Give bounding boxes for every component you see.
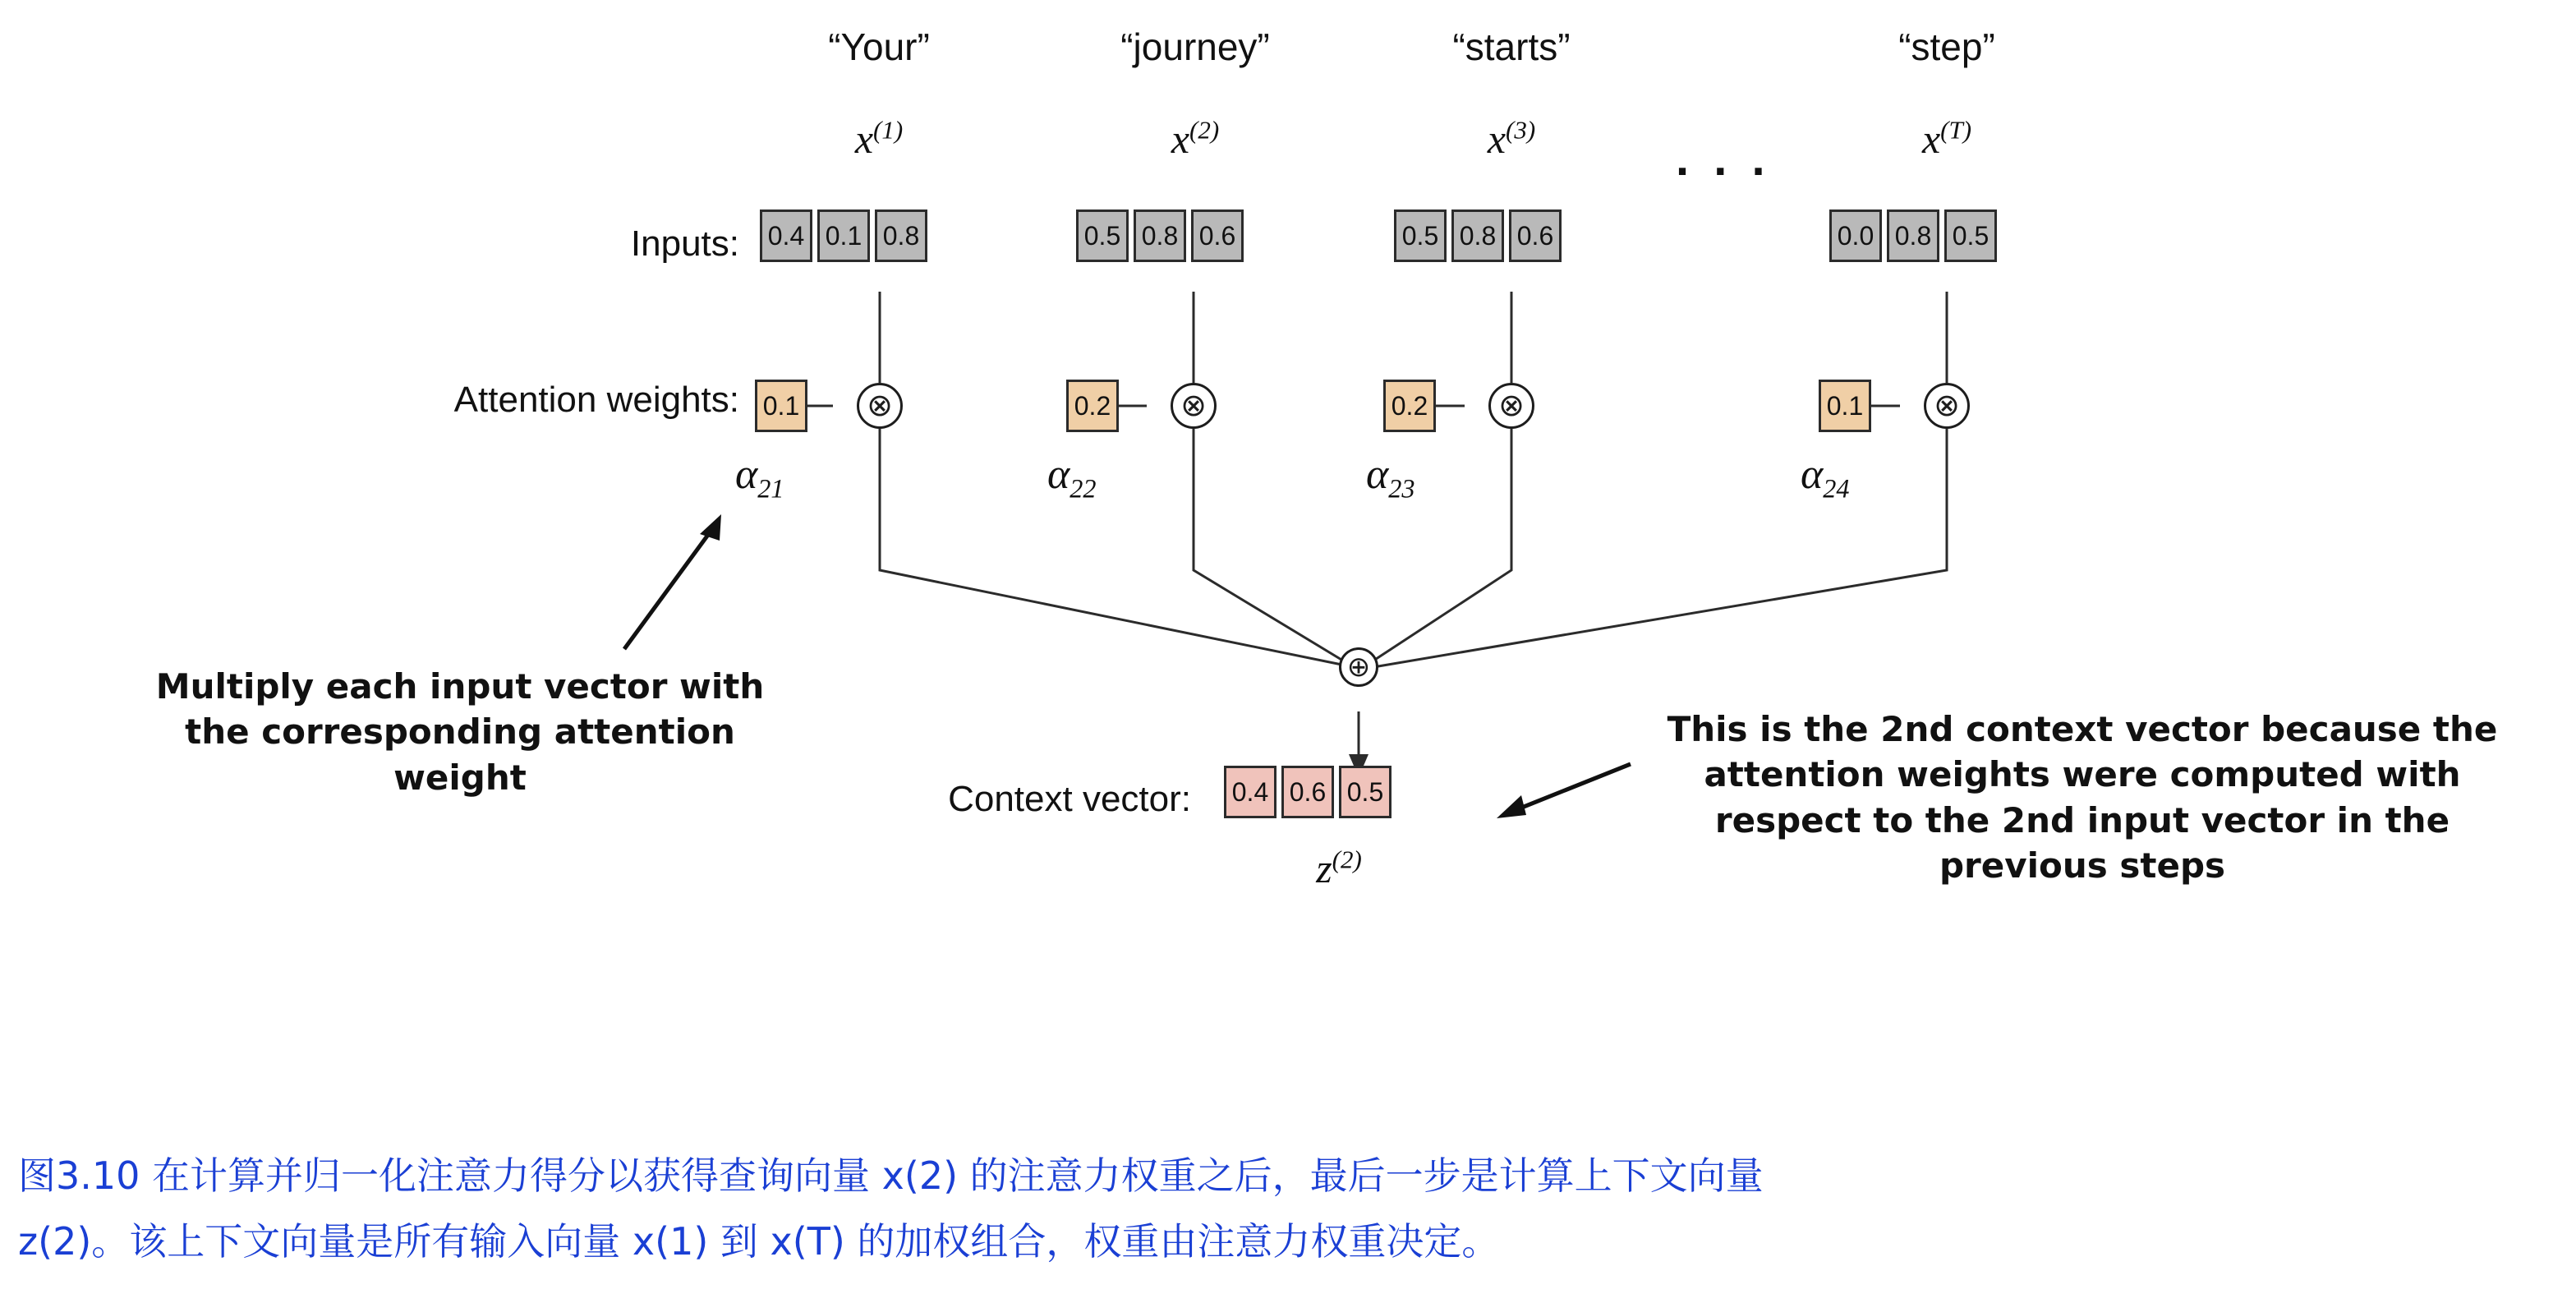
context-vector-symbol-sup: (2) [1332, 845, 1362, 874]
alpha-label-3 [1366, 450, 1415, 504]
context-cell: 0.5 [1339, 766, 1392, 818]
caption-line-1: 图3.10 在计算并归一化注意力得分以获得查询向量 x(2) 的注意力权重之后，最后一步是计算上下文向量 [18, 1153, 1764, 1198]
token-symbol-4-base: x [1921, 116, 1941, 162]
attention-weight-cell-3: 0.2 [1383, 380, 1436, 432]
token-symbol-1-base: x [854, 116, 874, 162]
attention-weight-cell-2: 0.2 [1066, 380, 1119, 432]
alpha-label-3-sub: 23 [1388, 473, 1415, 504]
input-cell: 0.0 [1829, 209, 1882, 262]
context-vector-symbol-base: z [1316, 845, 1332, 891]
attention-weight-cell-1: 0.1 [755, 380, 807, 432]
input-cell: 0.8 [1451, 209, 1504, 262]
caption-line-2: z(2)。该上下文向量是所有输入向量 x(1) 到 x(T) 的加权组合，权重由注意力权重决定。 [18, 1219, 1500, 1264]
input-cell: 0.6 [1509, 209, 1562, 262]
input-cell: 0.5 [1944, 209, 1997, 262]
input-cell: 0.6 [1191, 209, 1244, 262]
alpha-label-1-base: α [735, 451, 758, 498]
token-symbol-3-base: x [1487, 116, 1506, 162]
input-cell: 0.5 [1076, 209, 1129, 262]
alpha-label-4-sub: 24 [1823, 473, 1850, 504]
token-word-2: “journey” [1120, 25, 1270, 68]
token-symbol-2-sup: (2) [1189, 115, 1220, 145]
multiply-operator-3: ⊗ [1488, 383, 1534, 429]
input-cell: 0.8 [1134, 209, 1186, 262]
multiply-operator-1: ⊗ [857, 383, 903, 429]
context-vector-symbol [1249, 845, 1429, 892]
alpha-label-4-base: α [1801, 451, 1824, 498]
context-vector [1224, 766, 1392, 818]
input-vector-4 [1829, 209, 1997, 262]
token-symbol-3-sup: (3) [1506, 115, 1536, 145]
annotation-right: This is the 2nd context vector because the attention weights were computed with respect to the 2nd input vector in the previous steps [1667, 709, 2498, 886]
input-cell: 0.4 [760, 209, 812, 262]
token-symbol-3 [1401, 115, 1622, 163]
token-symbol-2-base: x [1171, 116, 1190, 162]
context-cell: 0.4 [1224, 766, 1276, 818]
alpha-label-1-sub: 21 [757, 473, 784, 504]
input-cell: 0.1 [817, 209, 870, 262]
ellipsis-more-tokens: . . . [1676, 132, 1771, 186]
token-symbol-1 [768, 115, 990, 163]
alpha-label-2 [1047, 450, 1097, 504]
token-symbol-2 [1084, 115, 1306, 163]
input-cell: 0.8 [875, 209, 927, 262]
token-symbol-1-sup: (1) [873, 115, 904, 145]
context-cell: 0.6 [1281, 766, 1334, 818]
token-symbol-4 [1836, 115, 2058, 163]
alpha-label-4 [1801, 450, 1850, 504]
token-word-1: “Your” [828, 25, 930, 68]
alpha-label-2-sub: 22 [1070, 473, 1097, 504]
alpha-label-3-base: α [1366, 451, 1389, 498]
token-word-4: “step” [1898, 25, 1995, 68]
input-cell: 0.5 [1394, 209, 1447, 262]
multiply-operator-4: ⊗ [1924, 383, 1970, 429]
annotation-left: Multiply each input vector with the corresponding attention weight [155, 666, 765, 798]
context-vector-row-label: Context vector: [948, 779, 1191, 819]
attention-weight-cell-4: 0.1 [1819, 380, 1871, 432]
attention-weights-row-label: Attention weights: [453, 380, 739, 420]
plus-operator: ⊕ [1339, 647, 1378, 687]
multiply-operator-2: ⊗ [1171, 383, 1217, 429]
alpha-label-2-base: α [1047, 451, 1070, 498]
alpha-label-1 [735, 450, 784, 504]
token-symbol-4-sup: (T) [1940, 115, 1972, 145]
input-cell: 0.8 [1887, 209, 1939, 262]
input-vector-1 [760, 209, 927, 262]
inputs-row-label: Inputs: [630, 223, 739, 264]
input-vector-2 [1076, 209, 1244, 262]
token-word-3: “starts” [1452, 25, 1571, 68]
input-vector-3 [1394, 209, 1562, 262]
